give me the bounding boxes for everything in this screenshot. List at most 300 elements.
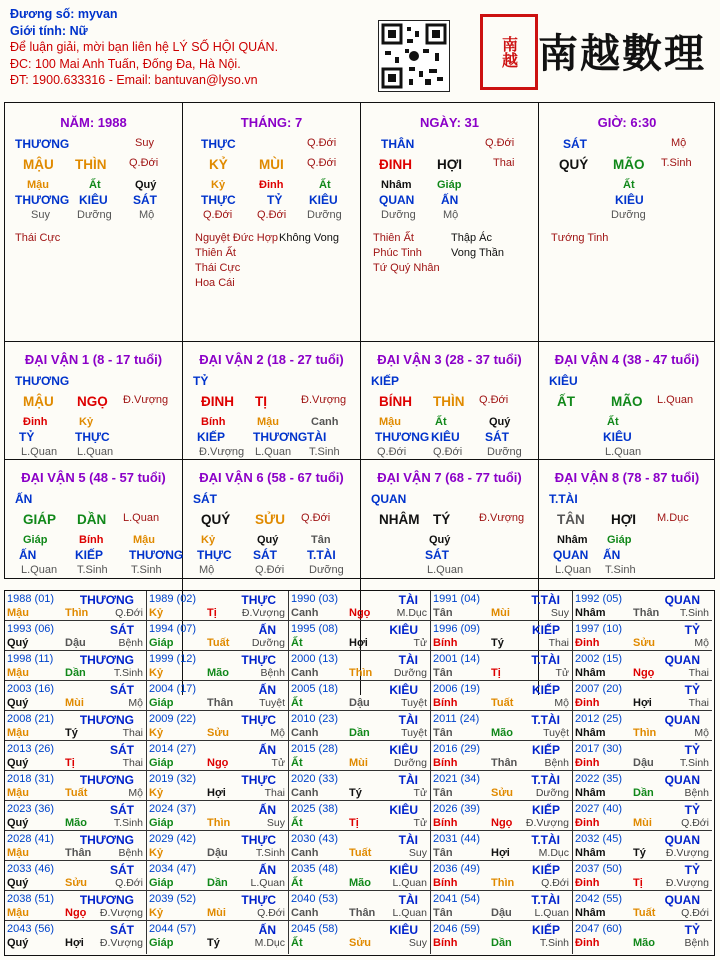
annual-year: 2016 (29) (433, 743, 481, 755)
hidden-god: THƯƠNG (375, 430, 430, 444)
earthly-branch: TÝ (433, 512, 451, 527)
earthly-branch: MÙI (259, 157, 284, 172)
annual-cell (431, 771, 573, 801)
annual-state: Tử (413, 637, 427, 649)
annual-god: T.TÀI (531, 713, 560, 727)
annual-cell (5, 591, 147, 621)
hidden-stem: Bính (79, 534, 104, 546)
branch-state: Đ.Vượng (301, 394, 347, 406)
hidden-state: Mộ (199, 564, 215, 576)
annual-branch: Hợi (349, 637, 368, 649)
annual-year: 2030 (43) (291, 833, 339, 845)
earthly-branch: HỢI (611, 512, 637, 527)
dai-van-3 (361, 342, 539, 460)
annual-cell (573, 681, 712, 711)
can-god: TỶ (193, 374, 209, 388)
annual-cell (147, 771, 289, 801)
annual-year: 2047 (60) (575, 923, 623, 935)
annual-year: 1992 (05) (575, 593, 623, 605)
annual-god: THỰC (241, 893, 276, 907)
annual-god: T.TÀI (531, 773, 560, 787)
hidden-god: T.TÀI (307, 548, 336, 562)
annual-cell (147, 621, 289, 651)
pillar-day (361, 103, 539, 342)
annual-cell (5, 621, 147, 651)
hidden-state: Mộ (139, 209, 155, 221)
annual-stem: Tân (433, 727, 453, 739)
annual-year: 2035 (48) (291, 863, 339, 875)
annual-branch: Tuất (349, 847, 372, 859)
can-god: THÂN (381, 137, 415, 151)
hidden-god: KIÊU (79, 193, 108, 207)
annual-stem: Đinh (575, 697, 600, 709)
annual-state: Tuyệt (401, 727, 427, 739)
annual-stem: Tân (433, 607, 453, 619)
annual-branch: Dần (633, 787, 654, 799)
star-label: Tứ Quý Nhân (373, 262, 440, 274)
annual-cell (573, 651, 712, 681)
annual-cell (5, 771, 147, 801)
annual-state: Q.Đới (541, 877, 569, 889)
annual-stem: Đinh (575, 877, 600, 889)
annual-cell (147, 591, 289, 621)
annual-god: SÁT (110, 803, 134, 817)
annual-god: QUAN (664, 893, 700, 907)
annual-year: 2029 (42) (149, 833, 197, 845)
annual-state: Tuyệt (543, 727, 569, 739)
can-god: SÁT (193, 492, 217, 506)
hidden-stem: Canh (311, 416, 339, 428)
branch-state: Đ.Vượng (123, 394, 169, 406)
annual-branch: Hợi (65, 937, 84, 949)
annual-stem: Ất (291, 877, 303, 889)
hidden-god: THƯƠNG (129, 548, 184, 562)
hidden-god: SÁT (253, 548, 277, 562)
can-god: KIẾP (371, 374, 400, 388)
annual-god: ẤN (258, 923, 276, 937)
annual-branch: Tị (207, 607, 217, 619)
annual-stem: Bính (433, 757, 458, 769)
annual-branch: Thân (633, 607, 660, 619)
annual-state: Mộ (694, 727, 709, 739)
annual-stem: Bính (433, 697, 458, 709)
star-label: Thập Ác (451, 232, 492, 244)
hidden-stem: Ất (319, 179, 331, 191)
hidden-state: T.Sinh (605, 564, 636, 576)
earthly-branch: TỊ (255, 394, 267, 409)
annual-state: L.Quan (534, 907, 569, 919)
annual-cell (431, 801, 573, 831)
annual-year: 2012 (25) (575, 713, 623, 725)
annual-state: L.Quan (250, 877, 285, 889)
annual-stem: Tân (433, 847, 453, 859)
hidden-stem: Đinh (23, 416, 48, 428)
hidden-state: T.Sinh (309, 446, 340, 458)
annual-god: SÁT (110, 683, 134, 697)
annual-stem: Mậu (7, 607, 29, 619)
annual-state: Tử (555, 667, 569, 679)
annual-cell (431, 891, 573, 921)
annual-god: SÁT (110, 923, 134, 937)
annual-branch: Tuất (491, 697, 514, 709)
can-god: THƯƠNG (15, 137, 70, 151)
annual-stem: Mậu (7, 727, 29, 739)
annual-branch: Tị (491, 667, 501, 679)
annual-branch: Tý (491, 637, 504, 649)
annual-branch: Dần (491, 937, 512, 949)
annual-state: Thai (122, 757, 143, 769)
annual-branch: Tị (633, 877, 643, 889)
star-label: Hoa Cái (195, 277, 235, 289)
annual-stem: Bính (433, 937, 458, 949)
annual-state: Dưỡng (251, 637, 285, 649)
annual-state: Tuyệt (259, 697, 285, 709)
can-state: Suy (135, 137, 154, 149)
annual-branch: Tuất (207, 637, 230, 649)
annual-god: TỶ (684, 863, 700, 877)
dai-van-title: ĐẠI VẬN 7 (68 - 77 tuổi) (377, 470, 522, 485)
annual-state: M.Dục (396, 607, 427, 619)
annual-god: THỰC (241, 653, 276, 667)
annual-cell (573, 771, 712, 801)
annual-year: 2040 (53) (291, 893, 339, 905)
annual-year: 1999 (12) (149, 653, 197, 665)
hidden-god: QUAN (379, 193, 415, 207)
annual-state: Đ.Vượng (665, 877, 709, 889)
annual-cell (431, 621, 573, 651)
annual-cell (5, 831, 147, 861)
annual-stem: Quý (7, 937, 29, 949)
annual-year: 2027 (40) (575, 803, 623, 815)
hidden-state: Q.Đới (203, 209, 233, 221)
annual-year: 2022 (35) (575, 773, 623, 785)
annual-state: Mộ (270, 727, 285, 739)
heavenly-stem: MẬU (23, 394, 54, 409)
hidden-god: KIÊU (603, 430, 632, 444)
annual-year: 2043 (56) (7, 923, 55, 935)
annual-cell (147, 711, 289, 741)
annual-year: 2004 (17) (149, 683, 197, 695)
annual-stem: Bính (433, 817, 458, 829)
dai-van-title: ĐẠI VẬN 6 (58 - 67 tuổi) (199, 470, 344, 485)
branch-state: L.Quan (657, 394, 694, 406)
annual-branch: Ngọ (65, 907, 87, 919)
annual-stem: Nhâm (575, 607, 606, 619)
annual-god: ẤN (258, 743, 276, 757)
annual-state: Tử (271, 757, 285, 769)
contact-phone-email: ĐT: 1900.633316 - Email: bantuvan@lyso.vn (10, 73, 258, 87)
annual-cell (5, 861, 147, 891)
hidden-state: Mộ (443, 209, 459, 221)
annual-god: THƯƠNG (79, 593, 134, 607)
hidden-god: KIÊU (615, 193, 644, 207)
annual-stem: Canh (291, 907, 319, 919)
annual-stem: Kỷ (149, 727, 164, 739)
annual-year: 2001 (14) (433, 653, 481, 665)
heavenly-stem: GIÁP (23, 512, 57, 527)
annual-state: T.Sinh (679, 757, 709, 769)
annual-state: Dưỡng (535, 787, 569, 799)
hidden-god: THƯƠNG (15, 193, 70, 207)
annual-god: TÀI (398, 593, 418, 607)
annual-year: 2036 (49) (433, 863, 481, 875)
heavenly-stem: ĐINH (201, 394, 234, 409)
annual-stem: Canh (291, 727, 319, 739)
star-label: Thái Cực (195, 262, 241, 274)
annual-cell (5, 711, 147, 741)
hidden-state: L.Quan (605, 446, 642, 458)
dai-van-title: ĐẠI VẬN 8 (78 - 87 tuổi) (554, 470, 700, 485)
hidden-god: ẤN (603, 548, 621, 562)
annual-cell (573, 591, 712, 621)
annual-stem: Ất (291, 697, 303, 709)
annual-branch: Thìn (633, 727, 657, 739)
annual-cell (147, 891, 289, 921)
annual-god: QUAN (664, 713, 700, 727)
hidden-stem: Kỷ (201, 534, 216, 546)
annual-year: 2034 (47) (149, 863, 197, 875)
annual-cell (431, 711, 573, 741)
annual-year: 1998 (11) (7, 653, 54, 665)
can-god: T.TÀI (549, 492, 578, 506)
annual-cell (573, 891, 712, 921)
annual-stem: Đinh (575, 937, 600, 949)
can-god: SÁT (563, 137, 587, 151)
hidden-god: THƯƠNG (253, 430, 308, 444)
annual-stem: Ất (291, 937, 303, 949)
annual-year: 2025 (38) (291, 803, 339, 815)
annual-god: THƯƠNG (79, 713, 134, 727)
annual-year: 2017 (30) (575, 743, 623, 755)
annual-cell (289, 681, 431, 711)
hidden-state: Dưỡng (309, 564, 344, 576)
hidden-stem: Giáp (437, 179, 462, 191)
branch-state: Thai (493, 157, 515, 169)
annual-stem: Kỷ (149, 787, 164, 799)
annual-stem: Nhâm (575, 787, 606, 799)
annual-cell (289, 891, 431, 921)
annual-stem: Giáp (149, 817, 174, 829)
hidden-state: Q.Đới (257, 209, 287, 221)
hidden-stem: Mậu (27, 179, 49, 191)
annual-cell (431, 651, 573, 681)
heavenly-stem: QUÝ (559, 157, 589, 172)
annual-branch: Dần (349, 727, 370, 739)
annual-cell (573, 741, 712, 771)
heavenly-stem: BÍNH (379, 394, 412, 409)
annual-branch: Thân (491, 757, 518, 769)
annual-stem: Ất (291, 637, 303, 649)
annual-year: 2014 (27) (149, 743, 197, 755)
annual-god: KIẾP (531, 683, 560, 697)
hidden-state: L.Quan (427, 564, 464, 576)
can-god: KIÊU (549, 374, 578, 388)
annual-cell (431, 681, 573, 711)
hidden-god: QUAN (553, 548, 589, 562)
annual-state: T.Sinh (679, 607, 709, 619)
annual-branch: Mão (207, 667, 229, 679)
annual-stem: Mậu (7, 667, 29, 679)
annual-year: 2005 (18) (291, 683, 339, 695)
annual-cell (573, 861, 712, 891)
annual-god: ẤN (258, 623, 276, 637)
earthly-branch: MÃO (613, 157, 645, 172)
hidden-state: Dưỡng (611, 209, 646, 221)
qr-code-icon (378, 20, 450, 92)
dai-van-title: ĐẠI VẬN 1 (8 - 17 tuổi) (24, 352, 163, 367)
annual-stem: Bính (433, 637, 458, 649)
annual-state: Mộ (128, 697, 143, 709)
annual-branch: Dần (207, 877, 228, 889)
hidden-state: L.Quan (255, 446, 292, 458)
annual-cell (147, 801, 289, 831)
annual-god: SÁT (110, 623, 134, 637)
hidden-stem: Nhâm (557, 534, 588, 546)
branch-state: T.Sinh (661, 157, 692, 169)
annual-year: 2019 (32) (149, 773, 197, 785)
annual-state: Dưỡng (393, 667, 427, 679)
annual-state: Đ.Vượng (99, 907, 143, 919)
annual-state: M.Dục (254, 937, 285, 949)
annual-branch: Dậu (207, 847, 228, 859)
pillar-year (5, 103, 183, 342)
dai-van-title: ĐẠI VẬN 4 (38 - 47 tuổi) (554, 352, 700, 367)
annual-branch: Tý (65, 727, 78, 739)
annual-year: 2011 (24) (433, 713, 480, 725)
annual-cell (5, 741, 147, 771)
annual-state: Tử (413, 787, 427, 799)
can-state: Q.Đới (307, 137, 337, 149)
hidden-god: ẤN (441, 193, 459, 207)
annual-branch: Hợi (633, 697, 652, 709)
hidden-stem: Tân (311, 534, 331, 546)
annual-state: Q.Đới (681, 817, 709, 829)
hidden-state: Dưỡng (381, 209, 416, 221)
annual-cell (431, 861, 573, 891)
annual-year: 2046 (59) (433, 923, 481, 935)
annual-stem: Tân (433, 667, 453, 679)
annual-state: Đ.Vượng (665, 847, 709, 859)
annual-god: ẤN (258, 683, 276, 697)
annual-cell (573, 711, 712, 741)
annual-god: TÀI (398, 653, 418, 667)
annual-cell (289, 741, 431, 771)
pillar-title: GIỜ: 6:30 (597, 115, 657, 130)
annual-year: 2037 (50) (575, 863, 623, 875)
annual-cell (431, 831, 573, 861)
annual-god: KIÊU (389, 863, 418, 877)
hidden-state: L.Quan (21, 446, 58, 458)
heavenly-stem: QUÝ (201, 512, 231, 527)
annual-stem: Quý (7, 877, 29, 889)
annual-state: Suy (408, 847, 427, 859)
earthly-branch: HỢI (437, 157, 463, 172)
pillar-title: NGÀY: 31 (420, 115, 479, 130)
annual-branch: Dậu (633, 757, 654, 769)
annual-year: 1989 (02) (149, 593, 197, 605)
annual-god: T.TÀI (531, 893, 560, 907)
annual-year: 2045 (58) (291, 923, 339, 935)
annual-branch: Sửu (491, 787, 514, 799)
annual-stem: Kỷ (149, 607, 164, 619)
annual-god: THƯƠNG (79, 893, 134, 907)
annual-branch: Tý (207, 937, 220, 949)
annual-cell (289, 621, 431, 651)
earthly-branch: THÌN (75, 157, 107, 172)
annual-branch: Dần (65, 667, 86, 679)
annual-god: TÀI (398, 833, 418, 847)
annual-year: 2010 (23) (291, 713, 339, 725)
pillar-hour (539, 103, 715, 342)
annual-state: T.Sinh (113, 667, 143, 679)
annual-god: KIẾP (531, 743, 560, 757)
annual-cell (431, 591, 573, 621)
branch-state: M.Dục (657, 512, 689, 524)
annual-god: QUAN (664, 593, 700, 607)
annual-cell (289, 711, 431, 741)
annual-cell (289, 831, 431, 861)
annual-year: 2044 (57) (149, 923, 197, 935)
hidden-stem: Giáp (23, 534, 48, 546)
dai-van-title: ĐẠI VẬN 2 (18 - 27 tuổi) (199, 352, 344, 367)
annual-god: T.TÀI (531, 593, 560, 607)
annual-cell (289, 771, 431, 801)
hidden-stem: Mậu (257, 416, 279, 428)
annual-god: THỰC (241, 773, 276, 787)
annual-cell (431, 921, 573, 954)
branch-state: Q.Đới (129, 157, 159, 169)
hidden-stem: Kỷ (79, 416, 94, 428)
annual-state: Suy (550, 607, 569, 619)
hidden-state: L.Quan (77, 446, 114, 458)
annual-cell (147, 651, 289, 681)
annual-god: T.TÀI (531, 833, 560, 847)
heavenly-stem: NHÂM (379, 512, 420, 527)
annual-cell (5, 891, 147, 921)
hidden-stem: Mậu (133, 534, 155, 546)
annual-year: 2038 (51) (7, 893, 55, 905)
annual-state: Q.Đới (115, 877, 143, 889)
pillar-title: THÁNG: 7 (240, 115, 303, 130)
hidden-stem: Quý (257, 534, 279, 546)
annual-branch: Mùi (207, 907, 226, 919)
pillar-title: NĂM: 1988 (60, 115, 127, 130)
annual-cell (5, 921, 147, 954)
annual-cell (5, 801, 147, 831)
annual-state: T.Sinh (113, 817, 143, 829)
annual-state: Bệnh (684, 787, 709, 799)
hidden-stem: Quý (135, 179, 157, 191)
hidden-state: Suy (31, 209, 50, 221)
earthly-branch: SỬU (255, 512, 285, 527)
annual-state: L.Quan (392, 907, 427, 919)
annual-god: QUAN (664, 773, 700, 787)
hidden-state: Dưỡng (487, 446, 522, 458)
annual-branch: Mão (491, 727, 513, 739)
annual-state: Bệnh (684, 937, 709, 949)
earthly-branch: MÃO (611, 394, 643, 409)
hidden-god: TỶ (19, 430, 35, 444)
annual-year: 2018 (31) (7, 773, 55, 785)
annual-god: SÁT (110, 863, 134, 877)
hidden-state: L.Quan (21, 564, 58, 576)
brand-logo: 南越數理 (538, 30, 706, 77)
annual-stem: Canh (291, 667, 319, 679)
annual-god: ẤN (258, 803, 276, 817)
hidden-state: Q.Đới (255, 564, 285, 576)
hidden-state: Dưỡng (77, 209, 112, 221)
bazi-chart-grid (4, 102, 715, 579)
